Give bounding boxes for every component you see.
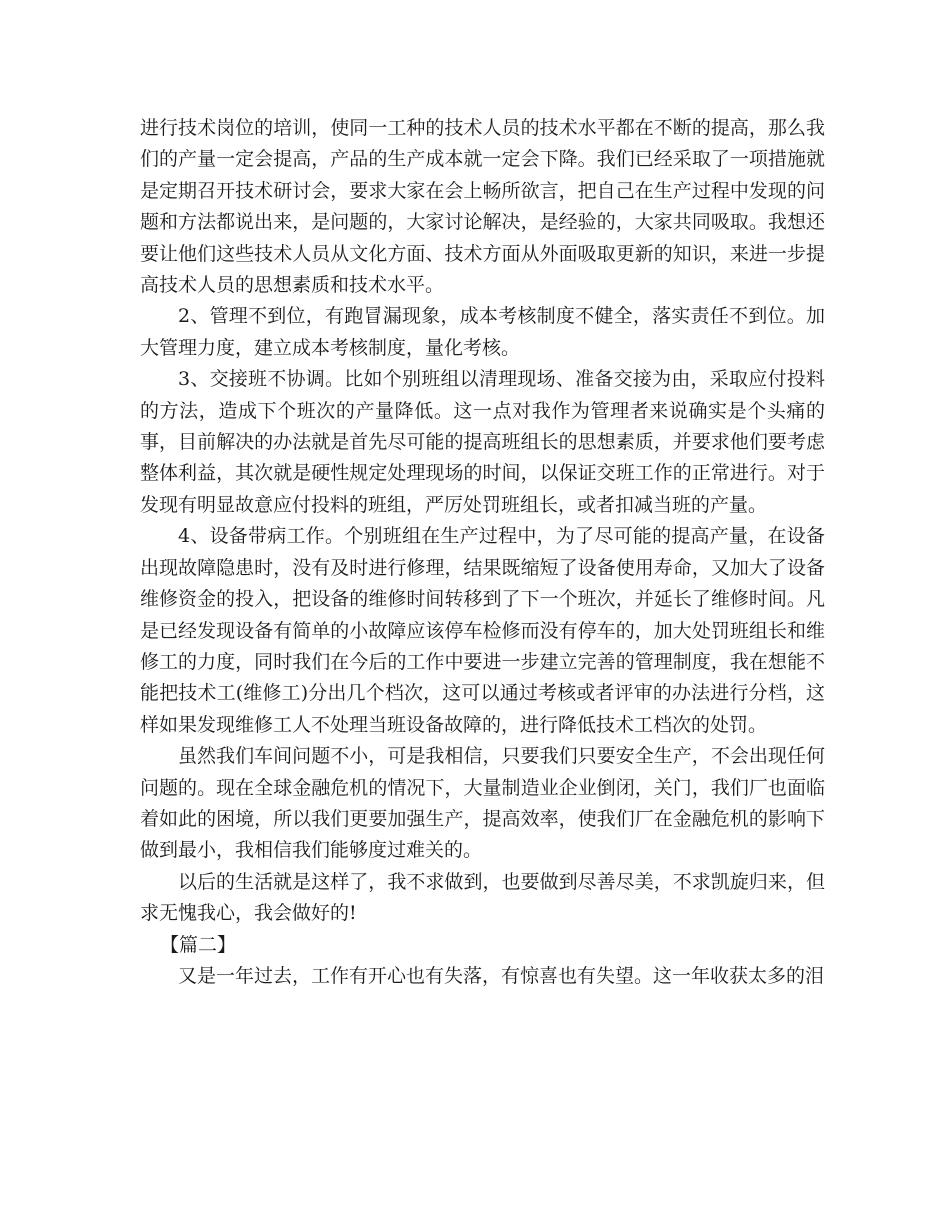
paragraph-closing: 以后的生活就是这样了，我不求做到，也要做到尽善尽美，不求凯旋归来，但求无愧我心，我会做好的! — [140, 870, 825, 925]
paragraph-technical-training: 进行技术岗位的培训，使同一工种的技术人员的技术水平都在不断的提高，那么我们的产量一定会提高，产品的生产成本就一定会下降。我们已经采取了一项措施就是定期召开技术研讨会，要求大家在会上畅所欲言，把自己在生产过程中发现的问题和方法都说出来，是问题的，大家讨论解决，是经验的，大家共同吸取。我想还要让他们这些技术人员从文化方面、技术方面从外面吸取更新的知识，来进一步提高技术人员的思想素质和技术水平。 — [140, 117, 825, 297]
paragraph-management: 2、管理不到位，有跑冒漏现象，成本考核制度不健全，落实责任不到位。加大管理力度，建立成本考核制度，量化考核。 — [140, 305, 825, 359]
document-page — [140, 113, 825, 992]
paragraph-financial-crisis: 虽然我们车间问题不小，可是我相信，只要我们只要安全生产，不会出现任何问题的。现在全球金融危机的情况下，大量制造业企业倒闭，关门，我们厂也面临着如此的困境，所以我们更要加强生产，提高效率，使我们厂在金融危机的影响下做到最小，我相信我们能够度过难关的。 — [140, 745, 825, 862]
paragraph-equipment: 4、设备带病工作。个别班组在生产过程中，为了尽可能的提高产量，在设备出现故障隐患时，没有及时进行修理，结果既缩短了设备使用寿命，又加大了设备维修资金的投入，把设备的维修时间转移到了下一个班次，并延长了维修时间。凡是已经发现设备有简单的小故障应该停车检修而没有停车的，加大处罚班组长和维修工的力度，同时我们在今后的工作中要进一步建立完善的管理制度，我在想能不能把技术工(维修工)分出几个档次，这可以通过考核或者评审的办法进行分档，这样如果发现维修工人不处理当班设备故障的，进行降低技术工档次的处罚。 — [140, 525, 825, 736]
paragraph-shift-handover: 3、交接班不协调。比如个别班组以清理现场、准备交接为由，采取应付投料的方法，造成下个班次的产量降低。这一点对我作为管理者来说确实是个头痛的事，目前解决的办法就是首先尽可能的提高班组长的思想素质，并要求他们要考虑整体利益，其次就是硬性规定处理现场的时间，以保证交班工作的正常进行。对于发现有明显故意应付投料的班组，严厉处罚班组长，或者扣减当班的产量。 — [140, 368, 825, 516]
paragraph-section-two-start: 又是一年过去，工作有开心也有失落，有惊喜也有失望。这一年收获太多的泪 — [178, 964, 825, 987]
section-heading: 【篇二】 — [160, 933, 237, 956]
